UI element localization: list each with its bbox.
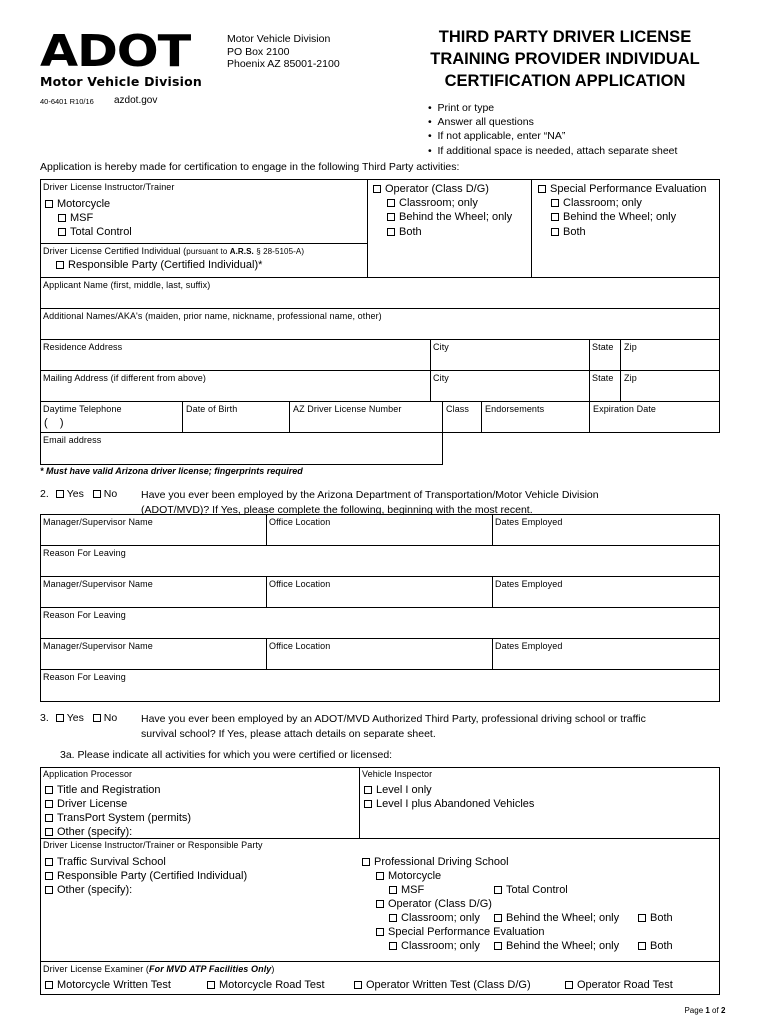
checkbox-icon: [58, 214, 66, 222]
q3-operator-classroom-checkbox[interactable]: [389, 912, 480, 924]
q3-msf-checkbox[interactable]: [389, 884, 424, 896]
processor-label: Application Processor: [43, 769, 133, 779]
checkbox-icon: [45, 886, 53, 894]
checkbox-icon: [56, 261, 64, 269]
intro-text: Application is hereby made for certification to engage in the following Third Party activities:: [40, 161, 460, 173]
bullet-icon: •: [428, 144, 438, 157]
option-label: TransPort System (permits): [57, 812, 192, 824]
checkbox-icon: [354, 981, 362, 989]
checkbox-icon: [389, 914, 397, 922]
level-1-checkbox[interactable]: [364, 784, 432, 796]
option-label: Level I only: [376, 784, 432, 796]
option-label: Traffic Survival School: [57, 856, 166, 868]
option-label: Title and Registration: [57, 784, 161, 796]
option-label: Yes: [66, 488, 84, 500]
label-part: For MVD ATP Facilities Only: [149, 964, 272, 974]
label-part: A.R.S.: [229, 247, 254, 256]
operator-both-checkbox[interactable]: [387, 226, 422, 238]
checkbox-icon: [538, 185, 546, 193]
checkbox-icon: [45, 200, 53, 208]
reason-field[interactable]: [40, 607, 720, 639]
adot-logo: [40, 26, 210, 89]
q2-answer: [40, 488, 117, 500]
checkbox-icon: [387, 199, 395, 207]
checkbox-icon: [45, 872, 53, 880]
residence-state-label: State: [592, 342, 614, 352]
label-part: § 28-5105-A): [253, 247, 305, 256]
logo-wordmark: ADOT: [40, 26, 191, 77]
special-both-checkbox[interactable]: [551, 226, 586, 238]
title-line: THIRD PARTY DRIVER LICENSE: [438, 28, 692, 46]
total-control-checkbox[interactable]: [58, 226, 132, 238]
option-label: Total Control: [506, 884, 568, 896]
dob-label: Date of Birth: [186, 404, 238, 414]
q2-question: [141, 488, 599, 517]
mailing-zip-label: Zip: [624, 373, 637, 383]
option-label: Driver License: [57, 798, 128, 810]
checkbox-icon: [565, 981, 573, 989]
special-classroom-checkbox[interactable]: [551, 197, 642, 209]
option-label: Special Performance Evaluation: [388, 926, 545, 938]
address-line: PO Box 2100: [227, 45, 290, 58]
motorcycle-checkbox[interactable]: [45, 198, 110, 210]
certified-label: [43, 246, 304, 256]
q3-operator-both-checkbox[interactable]: [638, 912, 673, 924]
office-label: Office Location: [269, 579, 331, 589]
option-label: Total Control: [70, 226, 132, 238]
q3-responsible-party-checkbox[interactable]: [45, 870, 247, 882]
option-label: Other (specify):: [57, 826, 133, 838]
checkbox-icon: [376, 900, 384, 908]
title-line: CERTIFICATION APPLICATION: [444, 72, 686, 90]
option-label: Professional Driving School: [374, 856, 509, 868]
email-label: Email address: [43, 435, 102, 445]
mvd-address: [227, 33, 340, 71]
page-text: Page: [684, 1006, 706, 1015]
address-line: Motor Vehicle Division: [227, 33, 331, 45]
option-label: Classroom; only: [401, 940, 480, 952]
question-text: Have you ever been employed by an ADOT/MVD Authorized Third Party, professional driving school or traffic: [141, 713, 646, 725]
checkbox-icon: [376, 872, 384, 880]
q3-other-checkbox[interactable]: [45, 884, 132, 896]
option-label: Level I plus Abandoned Vehicles: [376, 798, 535, 810]
traffic-survival-checkbox[interactable]: [45, 856, 166, 868]
option-label: Responsible Party (Certified Individual)*: [68, 259, 263, 271]
aka-label: Additional Names/AKA's (maiden, prior name, nickname, professional name, other): [43, 311, 382, 321]
page-text: of: [709, 1006, 721, 1015]
option-label: Motorcycle Road Test: [219, 979, 325, 991]
manager-label: Manager/Supervisor Name: [43, 517, 153, 527]
title-line: TRAINING PROVIDER INDIVIDUAL: [430, 50, 700, 68]
option-label: No: [103, 712, 118, 724]
checkbox-icon: [638, 942, 646, 950]
bullet-icon: •: [428, 116, 438, 129]
option-label: Behind the Wheel; only: [399, 211, 513, 223]
option-label: Special Performance Evaluation: [550, 183, 707, 195]
option-label: MSF: [401, 884, 425, 896]
license-note: * Must have valid Arizona driver license; fingerprints required: [40, 466, 303, 476]
instructions-list: [428, 101, 677, 158]
pds-checkbox[interactable]: [362, 856, 509, 868]
checkbox-icon: [207, 981, 215, 989]
instruction-item: [428, 101, 677, 115]
reason-label: Reason For Leaving: [43, 610, 126, 620]
page-current: 1: [705, 1006, 710, 1015]
operator-behind-wheel-checkbox[interactable]: [387, 211, 512, 223]
instruction-item: [428, 115, 677, 129]
q3-motorcycle-checkbox[interactable]: [376, 870, 441, 882]
residence-address-label: Residence Address: [43, 342, 123, 352]
responsible-party-checkbox[interactable]: [56, 259, 262, 271]
option-label: Behind the Wheel; only: [506, 912, 620, 924]
page-number: [680, 997, 725, 1015]
option-label: Operator (Class D/G): [385, 183, 489, 195]
checkbox-icon: [551, 213, 559, 221]
residence-city-field[interactable]: [430, 339, 590, 371]
manager-label: Manager/Supervisor Name: [43, 641, 153, 651]
dates-label: Dates Employed: [495, 579, 563, 589]
reason-label: Reason For Leaving: [43, 672, 126, 682]
option-label: Both: [399, 226, 422, 238]
mailing-city-field[interactable]: [430, 370, 590, 402]
phone-area-code: ( ): [44, 417, 64, 429]
option-label: Classroom; only: [401, 912, 480, 924]
option-label: Other (specify):: [57, 884, 133, 896]
logo-subtitle: Motor Vehicle Division: [40, 74, 202, 89]
residence-city-label: City: [433, 342, 449, 352]
question-text: (ADOT/MVD)? If Yes, please complete the following, beginning with the most recent.: [141, 503, 533, 516]
examiner-label: [43, 964, 275, 974]
checkbox-icon: [387, 213, 395, 221]
q3-special-behind-wheel-checkbox[interactable]: [494, 940, 619, 952]
checkbox-icon: [551, 199, 559, 207]
option-label: Classroom; only: [563, 197, 642, 209]
instruction-item: [428, 129, 677, 143]
q2-no-checkbox[interactable]: [93, 490, 101, 498]
checkbox-icon: [364, 786, 372, 794]
option-label: Behind the Wheel; only: [563, 211, 677, 223]
option-label: Both: [650, 940, 673, 952]
checkbox-icon: [45, 786, 53, 794]
operator-classroom-checkbox[interactable]: [387, 197, 478, 209]
endorsements-label: Endorsements: [485, 404, 545, 414]
operator-road-checkbox[interactable]: [565, 979, 673, 991]
label-part: Driver License Examiner (: [43, 964, 150, 974]
question-text: Have you ever been employed by the Arizona Department of Transportation/Motor Vehicle Division: [141, 489, 599, 501]
form-number: 40-6401 R10/16: [40, 97, 94, 106]
office-label: Office Location: [269, 641, 331, 651]
reason-field[interactable]: [40, 669, 720, 702]
q3-operator-behind-wheel-checkbox[interactable]: [494, 912, 619, 924]
label-part: pursuant to: [186, 247, 230, 256]
checkbox-icon: [389, 886, 397, 894]
q3a-text: 3a. Please indicate all activities for which you were certified or licensed:: [60, 749, 393, 761]
option-label: Yes: [66, 712, 84, 724]
checkbox-icon: [494, 886, 502, 894]
mailing-city-label: City: [433, 373, 449, 383]
form-title: [395, 26, 735, 92]
q3-operator-checkbox[interactable]: [376, 898, 492, 910]
checkbox-icon: [45, 981, 53, 989]
option-label: No: [103, 488, 118, 500]
checkbox-icon: [389, 942, 397, 950]
checkbox-icon: [551, 228, 559, 236]
checkbox-icon: [376, 928, 384, 936]
checkbox-icon: [373, 185, 381, 193]
applicant-name-label: Applicant Name (first, middle, last, suffix): [43, 280, 211, 290]
manager-label: Manager/Supervisor Name: [43, 579, 153, 589]
checkbox-icon: [362, 858, 370, 866]
checkbox-icon: [45, 858, 53, 866]
checkbox-icon: [45, 800, 53, 808]
question-number: 3.: [40, 712, 49, 724]
reason-field[interactable]: [40, 545, 720, 577]
bullet-icon: •: [428, 102, 438, 114]
level-1-abandoned-checkbox[interactable]: [364, 798, 534, 810]
checkbox-icon: [494, 914, 502, 922]
residence-zip-label: Zip: [624, 342, 637, 352]
class-label: Class: [446, 404, 470, 414]
option-label: Motorcycle: [388, 870, 442, 882]
instruction-text: Answer all questions: [437, 116, 534, 129]
instruction-item: [428, 144, 677, 158]
transport-system-checkbox[interactable]: [45, 812, 191, 824]
option-label: Motorcycle: [57, 198, 111, 210]
option-label: Both: [650, 912, 673, 924]
option-label: Classroom; only: [399, 197, 478, 209]
q3-answer: [40, 712, 117, 724]
mailing-address-label: Mailing Address (if different from above): [43, 373, 207, 383]
address-line: Phoenix AZ 85001-2100: [227, 58, 340, 70]
checkbox-icon: [364, 800, 372, 808]
option-label: MSF: [70, 212, 94, 224]
checkbox-icon: [45, 828, 53, 836]
option-label: Both: [563, 226, 586, 238]
checkbox-icon: [494, 942, 502, 950]
q3-special-eval-checkbox[interactable]: [376, 926, 545, 938]
msf-checkbox[interactable]: [58, 212, 93, 224]
driver-license-checkbox[interactable]: [45, 798, 127, 810]
checkbox-icon: [387, 228, 395, 236]
dates-label: Dates Employed: [495, 517, 563, 527]
instruction-text: If additional space is needed, attach separate sheet: [437, 144, 678, 157]
instructor-label: Driver License Instructor/Trainer: [43, 182, 175, 192]
checkbox-icon: [45, 814, 53, 822]
dates-label: Dates Employed: [495, 641, 563, 651]
q3-special-both-checkbox[interactable]: [638, 940, 673, 952]
checkbox-icon: [58, 228, 66, 236]
mailing-state-label: State: [592, 373, 614, 383]
website: azdot.gov: [114, 95, 158, 106]
motorcycle-road-checkbox[interactable]: [207, 979, 325, 991]
option-label: Operator Written Test (Class D/G): [366, 979, 531, 991]
az-license-label: AZ Driver License Number: [293, 404, 402, 414]
option-label: Operator Road Test: [577, 979, 673, 991]
q3-no-checkbox[interactable]: [93, 714, 101, 722]
reason-label: Reason For Leaving: [43, 548, 126, 558]
inspector-label: Vehicle Inspector: [362, 769, 433, 779]
q3-yes-checkbox[interactable]: [56, 714, 64, 722]
q2-yes-checkbox[interactable]: [56, 490, 64, 498]
motorcycle-written-checkbox[interactable]: [45, 979, 171, 991]
expiration-label: Expiration Date: [593, 404, 657, 414]
operator-written-checkbox[interactable]: [354, 979, 531, 991]
option-label: Behind the Wheel; only: [506, 940, 620, 952]
phone-label: Daytime Telephone: [43, 404, 122, 414]
special-behind-wheel-checkbox[interactable]: [551, 211, 676, 223]
q3-special-classroom-checkbox[interactable]: [389, 940, 480, 952]
label-part: Driver License Certified Individual (: [43, 246, 187, 256]
q3-instructor-label: Driver License Instructor/Trainer or Responsible Party: [43, 840, 263, 850]
operator-checkbox[interactable]: [373, 183, 489, 195]
option-label: Responsible Party (Certified Individual): [57, 870, 248, 882]
question-number: 2.: [40, 488, 49, 500]
processor-other-checkbox[interactable]: [45, 826, 132, 838]
question-text: survival school? If Yes, please attach details on separate sheet.: [141, 727, 436, 740]
option-label: Motorcycle Written Test: [57, 979, 171, 991]
q3-question: [141, 712, 646, 741]
option-label: Operator (Class D/G): [388, 898, 492, 910]
special-eval-checkbox[interactable]: [538, 183, 707, 195]
q3-total-control-checkbox[interactable]: [494, 884, 568, 896]
label-part: ): [271, 964, 275, 974]
title-registration-checkbox[interactable]: [45, 784, 161, 796]
bullet-icon: •: [428, 130, 438, 143]
page-total: 2: [720, 1006, 726, 1015]
checkbox-icon: [638, 914, 646, 922]
instruction-text: Print or type: [437, 102, 495, 114]
instruction-text: If not applicable, enter “NA”: [437, 130, 566, 143]
office-label: Office Location: [269, 517, 331, 527]
